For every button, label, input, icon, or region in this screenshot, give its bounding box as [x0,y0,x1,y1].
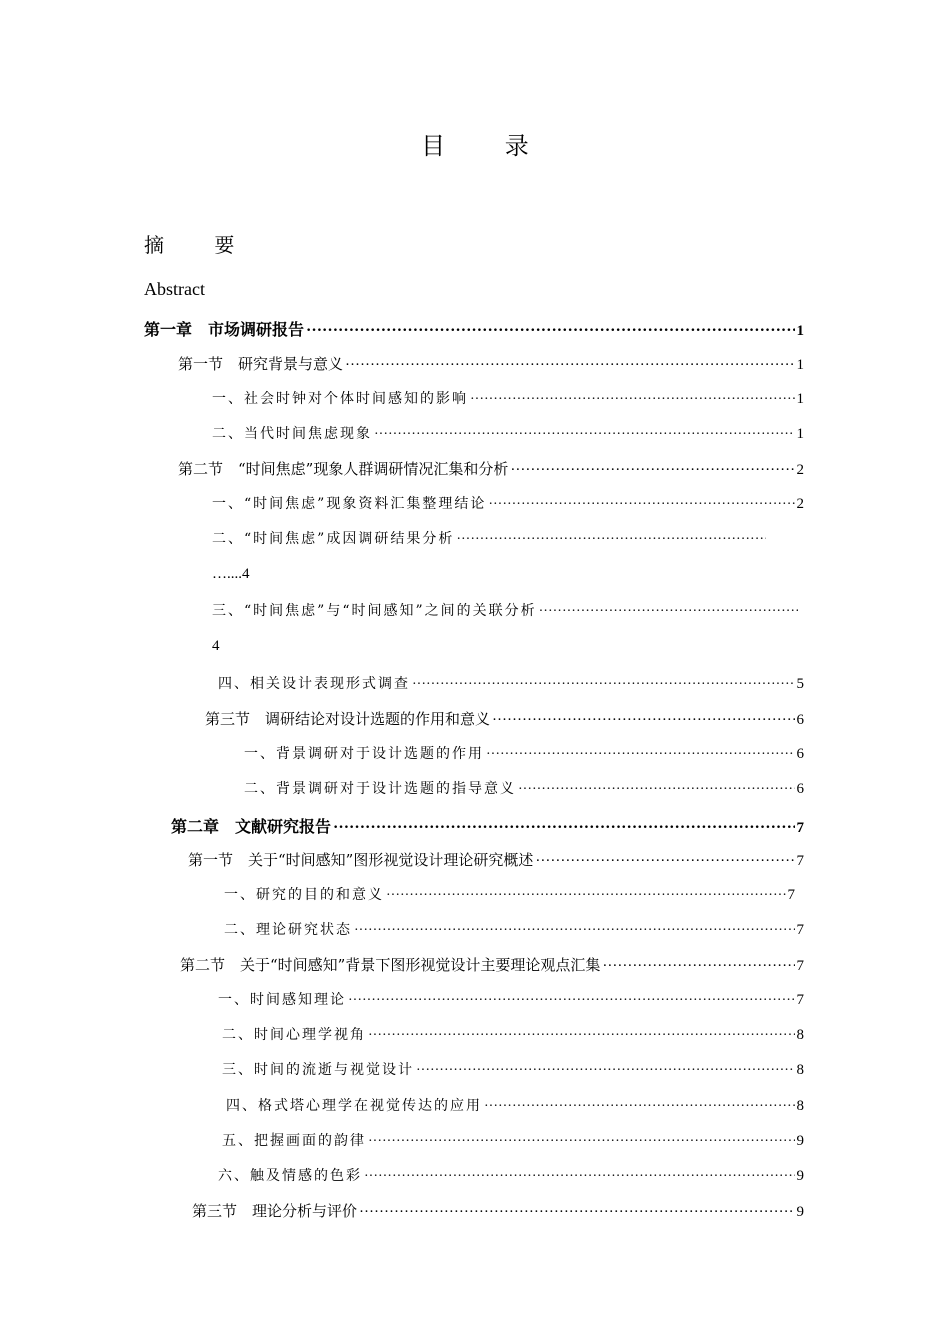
toc-entry-item[interactable]: 二、当代时间焦虑现象 ····· 1 [212,423,804,443]
toc-entry-item[interactable]: 三、“时间焦虑”与“时间感知”之间的关联分析 ····· [212,600,800,620]
toc-entry-item[interactable]: 四、格式塔心理学在视觉传达的应用 ····· 8 [226,1095,804,1115]
toc-entry-page-wrapped: …....4 [212,566,250,582]
toc-entry-item[interactable]: 四、相关设计表现形式调查 ····· 5 [218,673,804,693]
toc-entry-item[interactable]: 六、触及情感的色彩 ····· 9 [218,1165,804,1185]
toc-entry-section[interactable]: 第一节 研究背景与意义 ····· 1 [178,353,804,374]
toc-entry-chapter-1[interactable]: 第一章 市场调研报告 ····· 1 [144,317,804,340]
toc-entry-item[interactable]: 二、理论研究状态 ····· 7 [224,919,804,939]
toc-entry-item[interactable]: 二、时间心理学视角 ····· 8 [222,1024,804,1044]
toc-entry-item[interactable]: 二、背景调研对于设计选题的指导意义 ····· 6 [244,778,804,798]
toc-entry-item[interactable]: 一、背景调研对于设计选题的作用 ····· 6 [244,743,804,763]
abstract-cn-heading: 摘 要 [144,233,257,257]
toc-entry-section[interactable]: 第一节 关于“时间感知”图形视觉设计理论研究概述 ····· 7 [188,849,804,870]
toc-entry-section[interactable]: 第二节 “时间焦虑”现象人群调研情况汇集和分析 ····· 2 [178,458,804,479]
toc-entry-item[interactable]: 二、“时间焦虑”成因调研结果分析 ····· [212,528,768,548]
abstract-en-heading: Abstract [144,279,205,299]
toc-entry-item[interactable]: 五、把握画面的韵律 ····· 9 [222,1130,804,1150]
toc-entry-item[interactable]: 一、社会时钟对个体时间感知的影响 ····· 1 [212,388,804,408]
toc-entry-item[interactable]: 一、研究的目的和意义 ····· 7 [224,884,795,904]
toc-entry-item[interactable]: 三、时间的流逝与视觉设计 ····· 8 [222,1059,804,1079]
page-title: 目 录 [421,132,555,160]
toc-entry-item[interactable]: 一、时间感知理论 ····· 7 [218,989,804,1009]
toc-entry-section[interactable]: 第三节 理论分析与评价 ····· 9 [192,1200,804,1221]
toc-entry-section[interactable]: 第三节 调研结论对设计选题的作用和意义 ····· 6 [205,708,804,729]
toc-entry-section[interactable]: 第二节 关于“时间感知”背景下图形视觉设计主要理论观点汇集 ····· 7 [180,954,804,975]
toc-entry-chapter-2[interactable]: 第二章 文献研究报告 ····· 7 [171,814,804,837]
toc-entry-page-wrapped: 4 [212,638,220,654]
toc-entry-item[interactable]: 一、“时间焦虑”现象资料汇集整理结论 ····· 2 [212,493,804,513]
